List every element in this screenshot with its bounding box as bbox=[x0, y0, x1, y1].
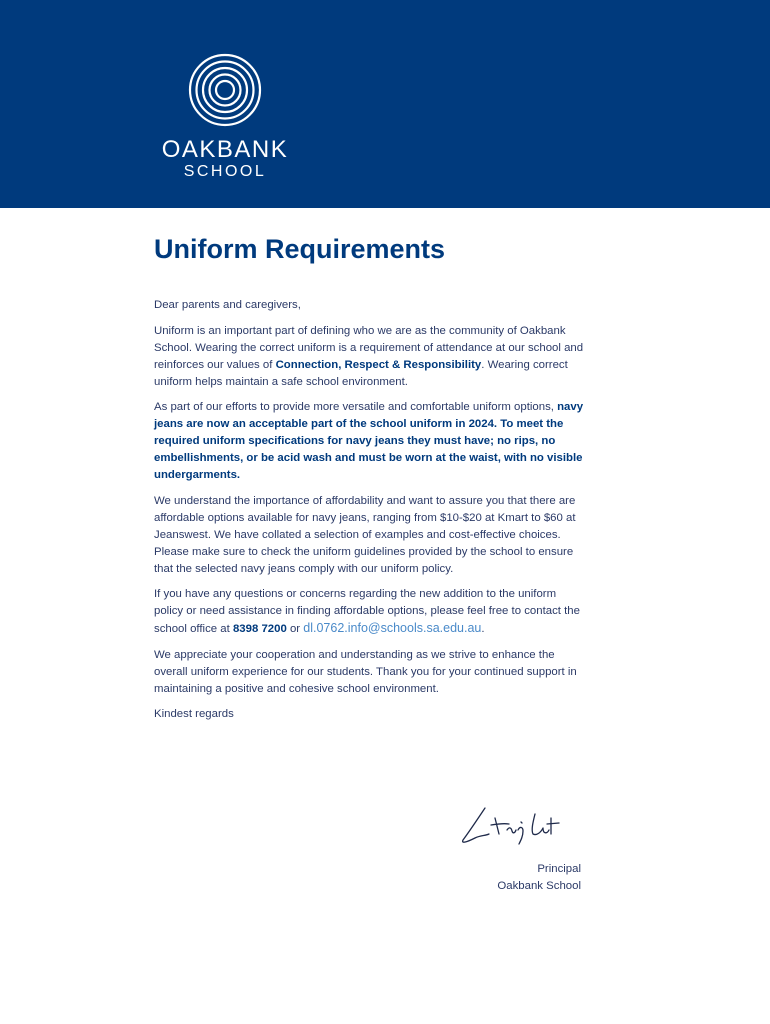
paragraph-affordability: We understand the importance of affordability and want to assure you that there are affordable options available for navy jeans, ranging from $10-$20 at Kmart to $60 at Jeanswest. We have collated a selection of examples and cost-effective choices. Please make sure to check the uniform guidelines provided by the school to ensure that the selected navy jeans comply with our uniform policy. bbox=[154, 494, 576, 575]
paragraph-navy-jeans: As part of our efforts to provide more versatile and comfortable uniform options, navy jeans are now an acceptable part of the school uniform in 2024. To meet the required uniform specifications for navy jeans they must have; no rips, no embellishments, or be acid wash and must be worn at the waist, with no visible undergarments. bbox=[154, 401, 584, 481]
concentric-rings-logo-icon bbox=[187, 52, 263, 128]
signatory-title: Principal bbox=[537, 863, 581, 875]
navy-jeans-requirements: navy jeans are now an acceptable part of the school uniform in 2024. To meet the required uniform specifications for navy jeans they must have; no rips, no embellishments, or be acid wash and must be worn at the waist, with no visible undergarments. bbox=[154, 401, 584, 481]
phone-number: 8398 7200 bbox=[232, 623, 287, 635]
signatory-block bbox=[440, 861, 581, 895]
greeting: Dear parents and caregivers, bbox=[154, 299, 301, 311]
letter-body bbox=[154, 297, 586, 732]
paragraph-contact: If you have any questions or concerns regarding the new addition to the uniform policy or need assistance in finding affordable options, please feel free to contact the school office at 8398 7200 or dl.0762.info@schools.sa.edu.au. bbox=[154, 588, 580, 635]
signature-image bbox=[455, 800, 580, 850]
signatory-organisation: Oakbank School bbox=[497, 880, 581, 892]
logo-wordmark-oakbank: OAKBANK bbox=[161, 136, 289, 163]
page-title: Uniform Requirements bbox=[154, 234, 446, 264]
logo-wordmark-school: SCHOOL bbox=[183, 163, 267, 180]
values-emphasis: Connection, Respect & Responsibility bbox=[275, 358, 482, 371]
closing: Kindest regards bbox=[154, 708, 234, 720]
header-banner bbox=[0, 0, 770, 208]
paragraph-values: Uniform is an important part of defining who we are as the community of Oakbank School. Wearing the correct uniform is a requirement of attendance at our school and reinforces our values of Connection, Respect & Responsibility. Wearing correct uniform helps maintain a safe school environment. bbox=[154, 324, 584, 388]
paragraph-appreciation: We appreciate your cooperation and understanding as we strive to enhance the overall uniform experience for our students. Thank you for your continued support in maintaining a positive and cohesive school environment. bbox=[154, 648, 577, 695]
email-link[interactable]: dl.0762.info@schools.sa.edu.au bbox=[303, 621, 482, 635]
